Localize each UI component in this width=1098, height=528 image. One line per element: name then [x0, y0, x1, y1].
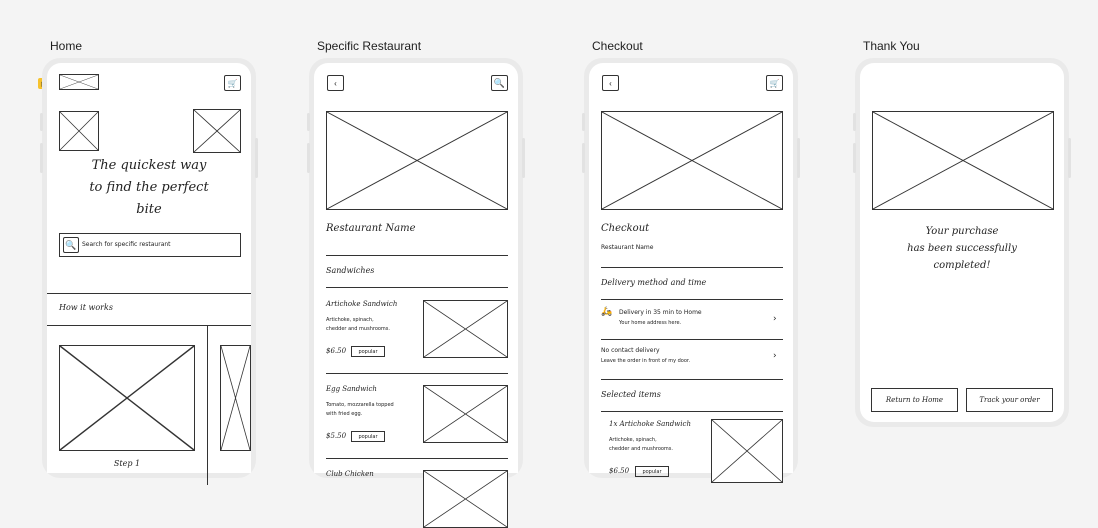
menu-item-desc: chedder and mushrooms.	[326, 326, 391, 332]
success-message-line3: completed!	[933, 260, 991, 271]
frame-label-checkout: Checkout	[592, 39, 643, 53]
divider	[47, 325, 251, 326]
search-icon: 🔍	[63, 237, 79, 253]
screen-home	[47, 63, 251, 473]
divider	[326, 373, 508, 374]
phone-restaurant	[309, 58, 523, 478]
no-contact-desc: Leave the order in front of my door.	[601, 358, 691, 364]
menu-item-desc: Artichoke, spinach,	[326, 317, 374, 323]
return-home-button[interactable]: Return to Home	[871, 388, 958, 412]
selected-item-name: 1x Artichoke Sandwich	[609, 420, 691, 428]
selected-item-desc: chedder and mushrooms.	[609, 446, 674, 452]
screen-thankyou	[860, 63, 1064, 422]
divider	[601, 339, 783, 340]
success-message	[860, 223, 1064, 274]
phone-thankyou	[855, 58, 1069, 427]
track-order-button[interactable]: Track your order	[966, 388, 1053, 412]
menu-item-image	[423, 470, 508, 528]
frame-label-thankyou: Thank You	[863, 39, 920, 53]
popular-tag: popular	[635, 466, 669, 477]
divider-vertical	[207, 325, 208, 485]
cart-icon[interactable]: 🛒	[766, 75, 783, 91]
phone-checkout	[584, 58, 798, 478]
divider	[601, 379, 783, 380]
chevron-right-icon: ›	[773, 351, 777, 361]
menu-item-name: Club Chicken	[326, 470, 374, 478]
image-placeholder-right	[193, 109, 241, 153]
frame-label-home: Home	[50, 39, 83, 53]
divider	[326, 287, 508, 288]
hero-headline-line2: to find the perfect	[89, 180, 209, 195]
hero-headline-line1: The quickest way	[91, 158, 207, 173]
chevron-right-icon: ›	[773, 314, 777, 324]
popular-tag: popular	[351, 431, 385, 442]
menu-item-price: $6.50	[326, 347, 347, 355]
logo-placeholder	[59, 74, 99, 90]
search-icon[interactable]: 🔍	[491, 75, 508, 91]
menu-item-name: Artichoke Sandwich	[326, 300, 398, 308]
hero-headline	[47, 155, 251, 221]
checkout-restaurant-name: Restaurant Name	[601, 244, 654, 251]
section-heading: Sandwiches	[326, 266, 375, 275]
step-label: Step 1	[113, 459, 141, 468]
phone-home	[42, 58, 256, 478]
selected-item-desc: Artichoke, spinach,	[609, 437, 657, 443]
restaurant-hero-image	[326, 111, 508, 210]
success-message-line1: Your purchase	[925, 226, 999, 237]
menu-item-image	[423, 300, 508, 358]
frame-label-restaurant: Specific Restaurant	[317, 39, 422, 53]
checkout-hero-image	[601, 111, 783, 210]
selected-items-heading: Selected items	[601, 390, 661, 399]
menu-item-price: $5.50	[326, 432, 347, 440]
no-contact-title: No contact delivery	[601, 347, 660, 354]
delivery-heading: Delivery method and time	[601, 278, 707, 287]
scooter-icon: 🛵	[601, 307, 613, 317]
menu-item-image	[423, 385, 508, 443]
delivery-address: Your home address here.	[619, 320, 682, 326]
divider	[47, 293, 251, 294]
divider	[601, 411, 783, 412]
divider	[601, 299, 783, 300]
menu-item-desc: Tomato, mozzarella topped	[326, 402, 394, 408]
hero-headline-line3: bite	[136, 202, 162, 217]
back-icon[interactable]: ‹	[327, 75, 344, 91]
selected-item-image	[711, 419, 783, 483]
image-placeholder-left	[59, 111, 99, 151]
divider	[326, 458, 508, 459]
success-image	[872, 111, 1054, 210]
screen-checkout	[589, 63, 793, 473]
selected-item-price: $6.50	[609, 467, 630, 475]
search-bar[interactable]	[59, 233, 241, 257]
popular-tag: popular	[351, 346, 385, 357]
step-image-placeholder-next	[220, 345, 251, 451]
search-input[interactable]: Search for specific restaurant	[82, 241, 171, 248]
divider	[601, 267, 783, 268]
cart-icon[interactable]: 🛒	[224, 75, 241, 91]
delivery-time: Delivery in 35 min to Home	[619, 309, 702, 316]
step-image-placeholder	[59, 345, 195, 451]
menu-item-name: Egg Sandwich	[326, 385, 377, 393]
menu-item-desc: with fried egg.	[326, 411, 363, 417]
restaurant-name: Restaurant Name	[326, 223, 416, 234]
how-it-works-heading: How it works	[59, 303, 113, 312]
screen-restaurant	[314, 63, 518, 478]
divider	[326, 255, 508, 256]
checkout-title: Checkout	[601, 223, 650, 234]
success-message-line2: has been successfully	[907, 243, 1017, 254]
back-icon[interactable]: ‹	[602, 75, 619, 91]
